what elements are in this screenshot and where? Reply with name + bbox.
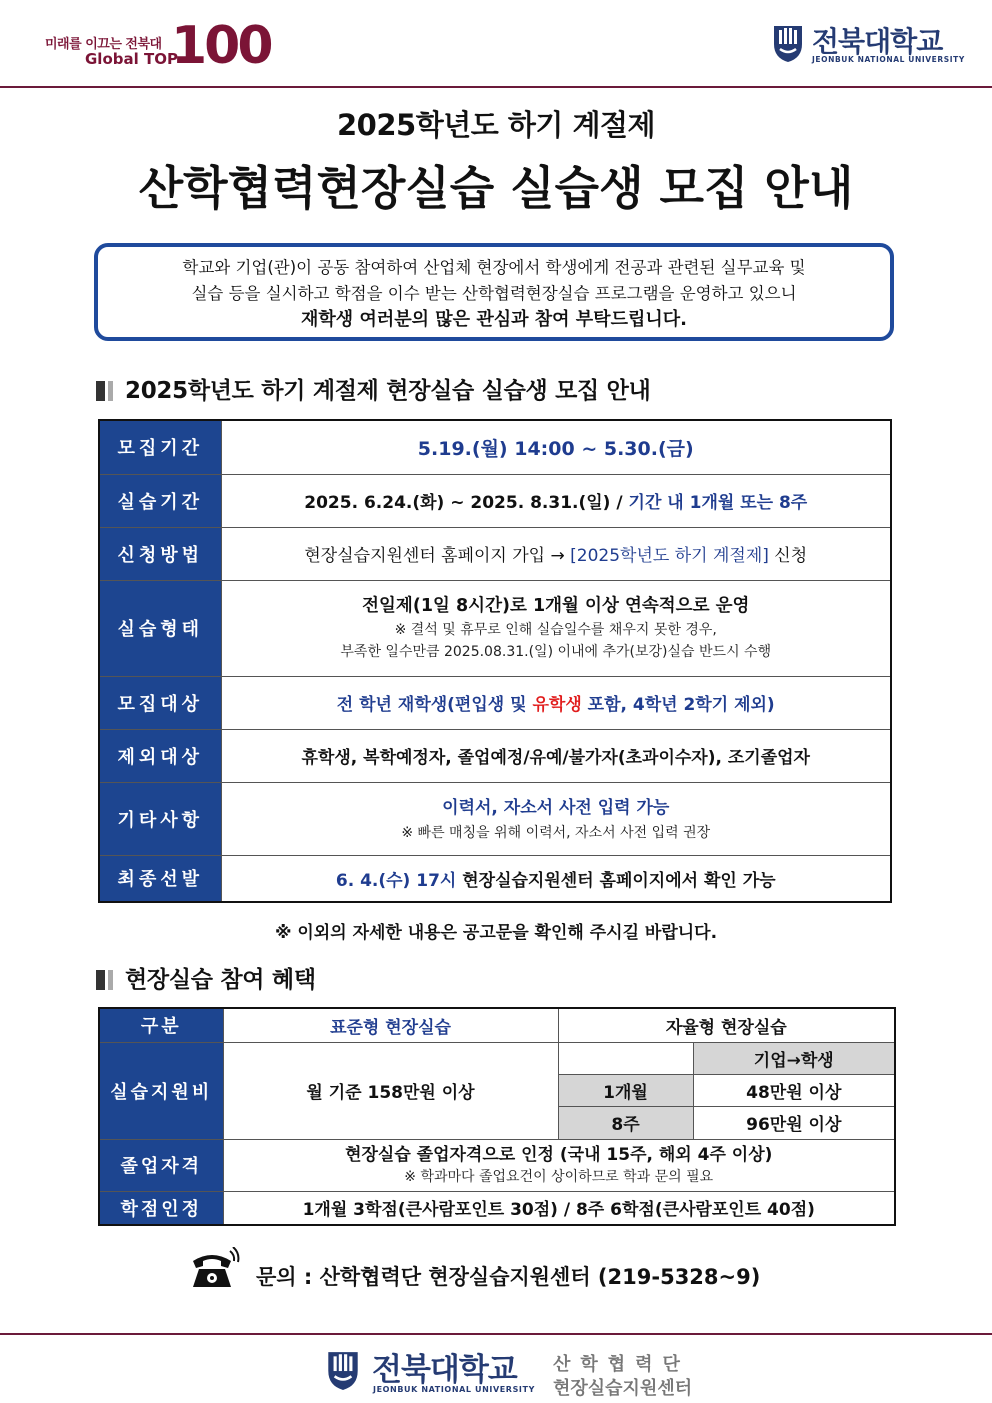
final-value	[221, 855, 891, 902]
support-amount: 48만원 이상	[693, 1074, 895, 1106]
intro-box	[94, 243, 894, 341]
standard-support-value: 월 기준 158만원 이상	[223, 1042, 558, 1139]
support-period: 8주	[558, 1106, 693, 1139]
apply-method-program: [2025학년도 하기 계절제]	[570, 546, 769, 566]
etc-note: ※ 빠른 매칭을 위해 이력서, 자소서 사전 입력 권장	[401, 824, 711, 841]
standard-type-header: 표준형 현장실습	[223, 1008, 558, 1042]
table-row	[99, 1042, 895, 1074]
table-row	[99, 580, 891, 676]
company-to-student-header: 기업→학생	[693, 1042, 895, 1074]
final-label: 최종선발	[99, 855, 221, 902]
credit-value: 1개월 3학점(큰사람포인트 30점) / 8주 6학점(큰사람포인트 40점)	[223, 1191, 895, 1225]
intro-line-2: 실습 등을 실시하고 학점을 이수 받는 산학협력현장실습 프로그램을 운영하고 있으니	[191, 284, 797, 303]
apply-method-text-c: 신청	[768, 546, 808, 566]
graduation-main: 현장실습 졸업자격으로 인정 (국내 15주, 해외 4주 이상)	[345, 1145, 773, 1165]
recruit-period-label: 모집기간	[99, 420, 221, 474]
support-label: 실습지원비	[99, 1042, 223, 1139]
footer-university-name: 전북대학교	[372, 1352, 517, 1388]
section-bullet-accent-icon	[108, 970, 113, 990]
table-row	[99, 474, 891, 527]
table-row	[99, 729, 891, 782]
intro-line-1: 학교와 기업(관)이 공동 참여하여 산업체 현장에서 학생에게 전공과 관련된 실무교육 및	[182, 258, 806, 277]
slogan-text: 미래를 이끄는 전북대	[45, 37, 162, 52]
global-top-text: Global TOP	[85, 50, 178, 68]
university-name: 전북대학교	[812, 25, 943, 58]
table-row	[99, 782, 891, 855]
section-bullet-icon	[96, 970, 105, 990]
footer-university-english-name: JEONBUK NATIONAL UNIVERSITY	[373, 1385, 535, 1394]
support-period: 1개월	[558, 1074, 693, 1106]
page-subtitle: 2025학년도 하기 계절제	[336, 108, 656, 142]
telephone-icon	[190, 1247, 240, 1291]
header-divider	[0, 86, 992, 88]
graduation-label: 졸업자격	[99, 1139, 223, 1191]
section2-title: 현장실습 참여 혜택	[125, 967, 316, 993]
practice-type-note-2: 부족한 일수만큼 2025.08.31.(일) 이내에 추가(보강)실습 반드시 수행	[340, 644, 772, 660]
final-date: 6. 4.(수) 17시	[335, 870, 457, 891]
university-emblem-icon	[768, 22, 808, 64]
table-row	[99, 1139, 895, 1191]
hundred-text: 100	[171, 16, 271, 76]
autonomous-type-header: 자율형 현장실습	[558, 1008, 895, 1042]
contact-info: 문의 : 산학협력단 현장실습지원센터 (219-5328~9)	[256, 1265, 761, 1289]
section2-heading	[96, 961, 316, 994]
target-value	[221, 676, 891, 729]
graduation-note: ※ 학과마다 졸업요건이 상이하므로 학과 문의 필요	[404, 1169, 714, 1185]
etc-value	[221, 782, 891, 855]
practice-period-duration: 기간 내 1개월 또는 8주	[628, 493, 808, 513]
practice-type-main: 전일제(1일 8시간)로 1개월 이상 연속적으로 운영	[362, 596, 750, 616]
table-row	[99, 855, 891, 902]
benefits-table	[98, 1007, 896, 1226]
university-english-name: JEONBUK NATIONAL UNIVERSITY	[812, 55, 965, 64]
section1-title: 2025학년도 하기 계절제 현장실습 실습생 모집 안내	[125, 378, 651, 404]
university-emblem-icon	[322, 1347, 364, 1393]
practice-type-label: 실습형태	[99, 580, 221, 676]
support-amount: 96만원 이상	[693, 1106, 895, 1139]
practice-type-value	[221, 580, 891, 676]
benefits-header-label: 구분	[99, 1008, 223, 1042]
section1-heading	[96, 372, 651, 405]
credit-label: 학점인정	[99, 1191, 223, 1225]
intro-line-3: 재학생 여러분의 많은 관심과 참여 부탁드립니다.	[301, 309, 687, 330]
excluded-value: 휴학생, 복학예정자, 졸업예정/유예/불가자(초과이수자), 조기졸업자	[221, 729, 891, 782]
practice-period-dates: 2025. 6.24.(화) ~ 2025. 8.31.(일) /	[304, 493, 629, 513]
details-note: ※ 이외의 자세한 내용은 공고문을 확인해 주시길 바랍니다.	[274, 923, 718, 943]
section-bullet-icon	[96, 381, 105, 401]
footer-dept-name: 산학협력단	[553, 1354, 690, 1375]
apply-method-value	[221, 527, 891, 580]
final-text: 현장실습지원센터 홈페이지에서 확인 가능	[456, 870, 776, 891]
target-text-c: 포함, 4학년 2학기 제외)	[581, 695, 775, 715]
table-row	[99, 420, 891, 474]
graduation-value	[223, 1139, 895, 1191]
page-title: 산학협력현장실습 실습생 모집 안내	[138, 161, 854, 215]
practice-period-label: 실습기간	[99, 474, 221, 527]
apply-method-label: 신청방법	[99, 527, 221, 580]
footer-center-name: 현장실습지원센터	[553, 1378, 693, 1399]
footer-divider	[0, 1333, 992, 1335]
target-intl-students: 유학생	[532, 695, 582, 715]
table-row	[99, 676, 891, 729]
blank-cell	[558, 1042, 693, 1074]
recruit-period-value: 5.19.(월) 14:00 ~ 5.30.(금)	[221, 420, 891, 474]
table-row	[99, 1191, 895, 1225]
practice-period-value	[221, 474, 891, 527]
etc-label: 기타사항	[99, 782, 221, 855]
global-top-100-logo	[45, 16, 271, 76]
target-text-a: 전 학년 재학생(편입생 및	[336, 695, 533, 715]
target-label: 모집대상	[99, 676, 221, 729]
practice-type-note-1: ※ 결석 및 휴무로 인해 실습일수를 채우지 못한 경우,	[394, 622, 717, 638]
recruitment-table	[98, 419, 892, 903]
table-row	[99, 527, 891, 580]
excluded-label: 제외대상	[99, 729, 221, 782]
table-row	[99, 1008, 895, 1042]
section-bullet-accent-icon	[108, 381, 113, 401]
apply-method-text-a: 현장실습지원센터 홈페이지 가입 →	[304, 546, 571, 566]
etc-main: 이력서, 자소서 사전 입력 가능	[442, 797, 670, 818]
